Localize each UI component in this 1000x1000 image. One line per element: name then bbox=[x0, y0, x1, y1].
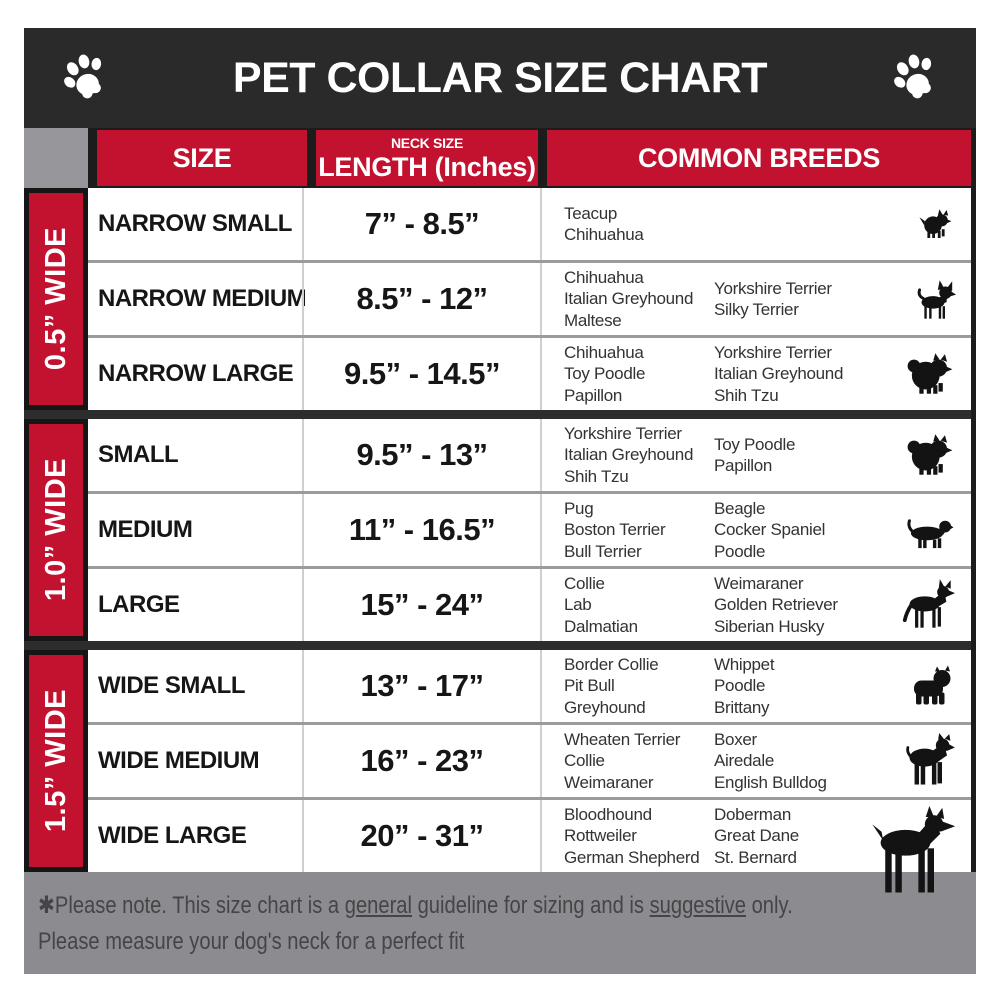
dachshund-icon bbox=[901, 508, 957, 552]
breed-name: Doberman bbox=[714, 805, 791, 825]
width-group-label-1.0: 1.0” WIDE bbox=[24, 419, 88, 641]
breed-name: Weimaraner bbox=[714, 574, 804, 594]
breed-name: Lab bbox=[564, 595, 592, 615]
breed-name: Rottweiler bbox=[564, 826, 637, 846]
row-small bbox=[88, 419, 971, 491]
size-cell: MEDIUM bbox=[98, 516, 193, 543]
breed-name: Cocker Spaniel bbox=[714, 520, 826, 540]
length-cell: 13” - 17” bbox=[302, 650, 542, 722]
chart-header-bar bbox=[24, 28, 976, 128]
width-group-1.5 bbox=[24, 650, 971, 872]
breed-name: Collie bbox=[564, 574, 605, 594]
width-group-label-0.5: 0.5” WIDE bbox=[24, 188, 88, 410]
group-separator bbox=[24, 641, 971, 650]
length-cell: 16” - 23” bbox=[302, 725, 542, 797]
paw-print-icon bbox=[886, 50, 944, 106]
row-wide-large bbox=[88, 800, 971, 872]
breeds-cell bbox=[542, 650, 971, 722]
breeds-cell bbox=[542, 338, 971, 410]
group-separator bbox=[24, 410, 971, 419]
underlined-word: general bbox=[344, 892, 412, 919]
underlined-word: suggestive bbox=[649, 892, 746, 919]
breed-name: Yorkshire Terrier bbox=[714, 343, 832, 363]
pomeranian-icon bbox=[903, 431, 957, 479]
breed-name: Bull Terrier bbox=[564, 541, 642, 561]
paw-print-icon bbox=[56, 50, 114, 106]
yorkshire-terrier-icon bbox=[917, 206, 957, 242]
length-cell: 11” - 16.5” bbox=[302, 494, 542, 566]
breed-name: German Shepherd bbox=[564, 847, 700, 867]
breed-name: Collie bbox=[564, 751, 605, 771]
length-cell: 7” - 8.5” bbox=[302, 188, 542, 260]
size-cell: WIDE LARGE bbox=[98, 822, 247, 849]
size-cell: NARROW LARGE bbox=[98, 360, 294, 387]
breed-name: Whippet bbox=[714, 655, 775, 675]
breed-name: Brittany bbox=[714, 697, 770, 717]
breed-name: Airedale bbox=[714, 751, 774, 771]
german-shepherd-icon bbox=[899, 578, 957, 632]
footer-line-2: Please measure your dog's neck for a perfect fit bbox=[38, 928, 465, 955]
width-group-label-1.5: 1.5” WIDE bbox=[24, 650, 88, 872]
bulldog-icon bbox=[907, 663, 957, 709]
length-cell: 9.5” - 14.5” bbox=[302, 338, 542, 410]
row-large bbox=[88, 569, 971, 641]
breeds-cell bbox=[542, 569, 971, 641]
breed-name: Dalmatian bbox=[564, 616, 638, 636]
size-cell: WIDE MEDIUM bbox=[98, 747, 260, 774]
breed-name: Papillon bbox=[564, 385, 623, 405]
breed-name: Weimaraner bbox=[564, 772, 654, 792]
row-narrow-medium bbox=[88, 263, 971, 335]
length-label: LENGTH (Inches) bbox=[318, 151, 536, 182]
breed-name: Pit Bull bbox=[564, 676, 615, 696]
breed-name: Chihuahua bbox=[564, 343, 644, 363]
length-cell: 15” - 24” bbox=[302, 569, 542, 641]
table-header-row bbox=[24, 128, 971, 188]
breed-name: Toy Poodle bbox=[714, 434, 796, 454]
breed-name: Beagle bbox=[714, 499, 766, 519]
breed-name: Shih Tzu bbox=[714, 385, 779, 405]
breed-name: Golden Retriever bbox=[714, 595, 838, 615]
size-cell: LARGE bbox=[98, 591, 180, 618]
width-group-1.0 bbox=[24, 419, 971, 641]
size-cell: SMALL bbox=[98, 441, 179, 468]
size-cell: NARROW SMALL bbox=[98, 210, 292, 237]
column-header-size: SIZE bbox=[97, 130, 307, 186]
breed-name: Yorkshire Terrier bbox=[564, 424, 682, 444]
breed-name: Papillon bbox=[714, 456, 773, 475]
length-cell: 20” - 31” bbox=[302, 800, 542, 872]
breed-name: Border Collie bbox=[564, 655, 659, 675]
breed-name: Bloodhound bbox=[564, 805, 652, 825]
breed-name: Boston Terrier bbox=[564, 520, 666, 540]
breed-name: Chihuahua bbox=[564, 268, 644, 288]
row-medium bbox=[88, 494, 971, 566]
breed-name: Silky Terrier bbox=[714, 300, 799, 319]
breed-name: Great Dane bbox=[714, 826, 799, 846]
doberman-icon bbox=[865, 806, 957, 898]
column-header-length bbox=[316, 130, 538, 186]
pomeranian-icon bbox=[903, 350, 957, 398]
breed-name: Poodle bbox=[714, 676, 766, 696]
breed-name: St. Bernard bbox=[714, 847, 797, 867]
breed-name: Wheaten Terrier bbox=[564, 730, 681, 750]
row-narrow-large bbox=[88, 338, 971, 410]
breed-name: Italian Greyhound bbox=[564, 289, 694, 309]
breeds-cell bbox=[542, 263, 971, 335]
breeds-cell bbox=[542, 419, 971, 491]
row-narrow-small bbox=[88, 188, 971, 260]
page-title: PET COLLAR SIZE CHART bbox=[232, 53, 768, 102]
length-cell: 8.5” - 12” bbox=[302, 263, 542, 335]
breed-name: Greyhound bbox=[564, 697, 646, 717]
breeds-cell bbox=[542, 188, 971, 260]
column-header-breeds: COMMON BREEDS bbox=[547, 130, 971, 186]
footer-note bbox=[24, 872, 976, 974]
row-wide-small bbox=[88, 650, 971, 722]
breed-name: Shih Tzu bbox=[564, 466, 629, 486]
size-cell: WIDE SMALL bbox=[98, 672, 245, 699]
breeds-cell bbox=[542, 494, 971, 566]
breed-name: Yorkshire Terrier bbox=[714, 278, 832, 298]
length-cell: 9.5” - 13” bbox=[302, 419, 542, 491]
breed-name: English Bulldog bbox=[714, 772, 827, 792]
pit-bull-icon bbox=[899, 733, 957, 789]
breed-name: Italian Greyhound bbox=[564, 445, 694, 465]
width-group-0.5 bbox=[24, 188, 971, 410]
breeds-cell bbox=[542, 800, 971, 872]
breed-name: Boxer bbox=[714, 730, 757, 750]
breed-name: Pug bbox=[564, 499, 594, 519]
breed-name: Teacup bbox=[564, 203, 618, 223]
breed-name: Poodle bbox=[714, 541, 766, 561]
size-cell: NARROW MEDIUM bbox=[98, 285, 307, 312]
breeds-cell bbox=[542, 725, 971, 797]
size-chart-table bbox=[24, 128, 976, 872]
footer-line-1: ✱Please note. This size chart is a general guideline for sizing and is suggestive only. bbox=[38, 892, 793, 919]
chihuahua-icon bbox=[909, 277, 957, 321]
breed-name: Toy Poodle bbox=[564, 364, 646, 384]
neck-size-sublabel: NECK SIZE bbox=[391, 134, 463, 151]
breed-name: Siberian Husky bbox=[714, 616, 825, 636]
breed-name: Maltese bbox=[564, 310, 622, 330]
row-wide-medium bbox=[88, 725, 971, 797]
breed-name: Chihuahua bbox=[564, 225, 644, 244]
breed-name: Italian Greyhound bbox=[714, 364, 844, 384]
table-corner-cell bbox=[24, 128, 88, 188]
